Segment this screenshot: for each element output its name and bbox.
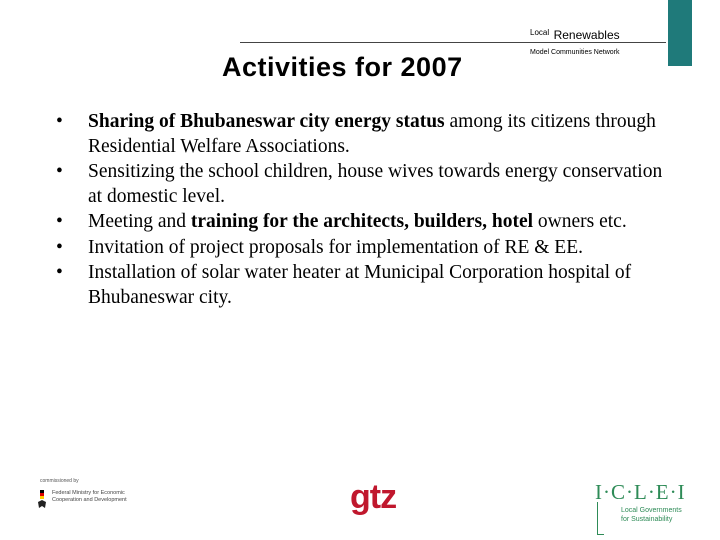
bullet-list	[56, 110, 676, 311]
bullet-item	[56, 261, 676, 310]
brand-name: Renewables	[553, 28, 620, 42]
brand-tagline: Model Communities Network	[530, 49, 620, 56]
bullet-bold-text: training for the architects, builders, hotel	[190, 211, 534, 232]
gtz-logo: gtz	[350, 478, 397, 516]
brand-logo	[530, 26, 620, 44]
bullet-glyph: •	[56, 211, 63, 232]
bullet-item	[56, 110, 676, 159]
iclei-name: I·C·L·E·I	[595, 480, 686, 504]
bullet-item	[56, 160, 676, 209]
bullet-text: among its citizens through Residential Welfare Associations.	[88, 111, 656, 157]
bullet-bold-text: Sharing of Bhubaneswar city energy status	[88, 111, 445, 132]
iclei-frame-icon	[597, 502, 604, 535]
bmz-logo	[36, 478, 126, 528]
bullet-text: Sensitizing the school children, house wives towards energy conservation at domestic level.	[88, 161, 663, 207]
bullet-glyph: •	[56, 161, 63, 182]
federal-eagle-icon	[36, 488, 48, 510]
iclei-logo	[595, 480, 685, 536]
bullet-text: Invitation of project proposals for implementation of RE & EE.	[88, 236, 583, 258]
brand-prefix: Local	[530, 28, 550, 37]
slide-title: Activities for 2007	[222, 52, 463, 82]
bullet-item	[56, 210, 676, 235]
bmz-commissioned-text: commissioned by	[40, 478, 79, 484]
bullet-text: Meeting and	[88, 211, 191, 232]
teal-accent-bar	[668, 0, 692, 66]
bullet-item	[56, 236, 676, 261]
bmz-ministry-text: Federal Ministry for Economic Cooperation and Development	[52, 490, 127, 503]
iclei-tagline: Local Governments for Sustainability	[621, 507, 682, 523]
bullet-text: owners etc.	[533, 211, 627, 232]
bullet-glyph: •	[56, 262, 63, 283]
bullet-glyph: •	[56, 236, 63, 258]
bullet-text: Installation of solar water heater at Municipal Corporation hospital of Bhubaneswar city.	[88, 262, 632, 308]
bullet-glyph: •	[56, 111, 63, 132]
